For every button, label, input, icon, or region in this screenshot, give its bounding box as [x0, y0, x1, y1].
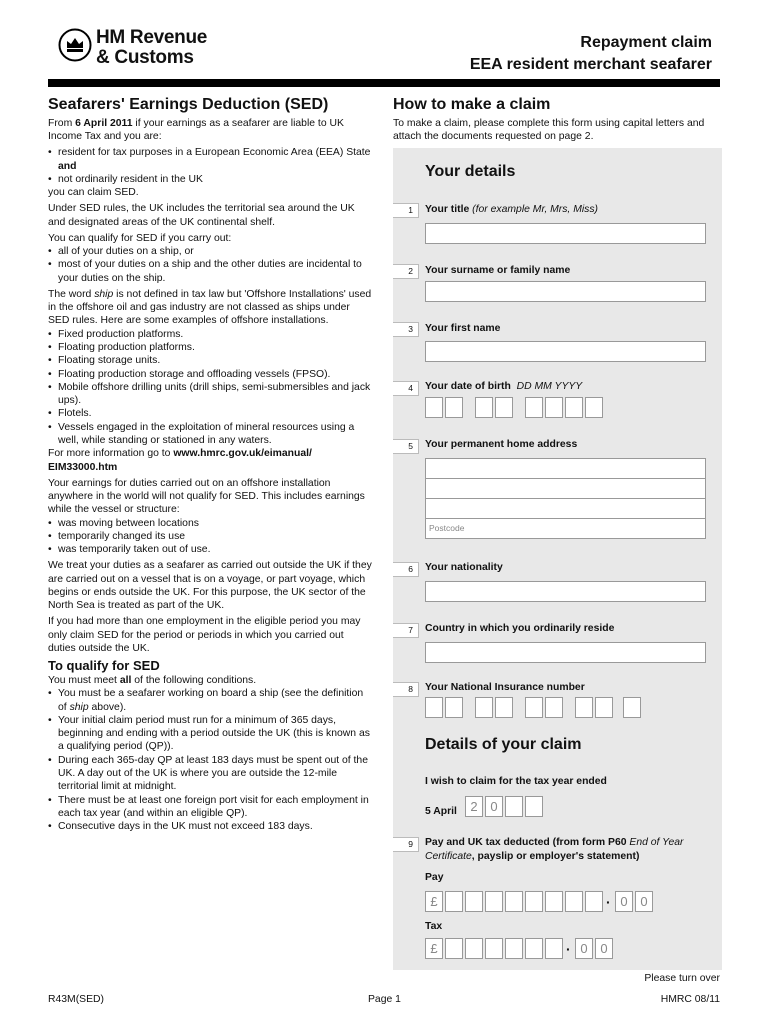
how-to-claim-text: To make a claim, please complete this form using capital letters and attach the documents requested on page 2.: [393, 118, 705, 142]
dob-month-box-2[interactable]: [495, 397, 513, 418]
question-number-9: 9: [393, 837, 419, 852]
list-item: • was temporarily taken out of use.: [48, 543, 374, 556]
list-item: • Floating storage units.: [48, 354, 374, 367]
postcode-placeholder: Postcode: [429, 523, 465, 533]
title-input[interactable]: [425, 223, 706, 244]
must-meet-text: You must meet all of the following conditions.: [48, 674, 257, 686]
form-code: R43M(SED): [48, 994, 105, 1005]
pay-currency-box: £: [425, 891, 443, 912]
year-box-1[interactable]: 2: [465, 796, 483, 817]
year-box-3[interactable]: [505, 796, 523, 817]
ni-number-label: Your National Insurance number: [425, 682, 585, 693]
list-item: • Floating production storage and offloading vessels (FPSO).: [48, 368, 374, 381]
dob-year-box-4[interactable]: [585, 397, 603, 418]
dob-year-box-3[interactable]: [565, 397, 583, 418]
date-of-birth-label: Your date of birth DD MM YYYY: [425, 381, 583, 392]
pay-digit-box-7[interactable]: [565, 891, 583, 912]
can-claim-text: you can claim SED.: [48, 187, 139, 199]
dob-year-box-2[interactable]: [545, 397, 563, 418]
installations-list: [48, 328, 374, 448]
tax-digit-box-6[interactable]: [545, 938, 563, 959]
pay-digit-box-2[interactable]: [465, 891, 483, 912]
list-item: • Fixed production platforms.: [48, 328, 374, 341]
pay-digit-box-8[interactable]: [585, 891, 603, 912]
postcode-input[interactable]: [425, 518, 706, 539]
offshore-earnings-paragraph: Your earnings for duties carried out on an offshore installation anywhere in the world will not qualify for SED. This includes earnings while the vessel or structure:: [48, 477, 365, 516]
list-item: • was moving between locations: [48, 517, 374, 530]
pay-pence-box-2[interactable]: 0: [635, 891, 653, 912]
question-number-5: 5: [393, 439, 419, 454]
ni-box-6[interactable]: [545, 697, 563, 718]
eim-manual-link[interactable]: www.hmrc.gov.uk/eimanual/ EIM33000.htm: [48, 448, 312, 473]
dob-year-box-1[interactable]: [525, 397, 543, 418]
list-item: • not ordinarily resident in the UK: [48, 173, 374, 186]
address-line-1-input[interactable]: [425, 458, 706, 479]
ni-box-2[interactable]: [445, 697, 463, 718]
qualify-heading: To qualify for SED: [48, 657, 160, 673]
dob-day-box-2[interactable]: [445, 397, 463, 418]
ni-box-1[interactable]: [425, 697, 443, 718]
list-item: • Vessels engaged in the exploitation of mineral resources using a well, while standing or stationed in any waters.: [48, 421, 374, 448]
tax-year-label: I wish to claim for the tax year ended: [425, 776, 607, 787]
claim-details-title: Details of your claim: [425, 736, 582, 753]
first-name-input[interactable]: [425, 341, 706, 362]
pay-digit-box-5[interactable]: [525, 891, 543, 912]
april-label: 5 April: [425, 806, 457, 817]
how-to-claim-section: [393, 94, 722, 143]
address-line-2-input[interactable]: [425, 478, 706, 499]
home-address-label: Your permanent home address: [425, 439, 578, 450]
pay-digit-box-1[interactable]: [445, 891, 463, 912]
dob-month-box-1[interactable]: [475, 397, 493, 418]
list-item: • temporarily changed its use: [48, 530, 374, 543]
title-label: Your title (for example Mr, Mrs, Miss): [425, 204, 599, 215]
tax-pence-box-1[interactable]: 0: [575, 938, 593, 959]
qualify-if-text: You can qualify for SED if you carry out:: [48, 232, 232, 244]
question-number-1: 1: [393, 203, 419, 218]
ni-box-3[interactable]: [475, 697, 493, 718]
question-number-3: 3: [393, 322, 419, 337]
pay-digit-box-4[interactable]: [505, 891, 523, 912]
ni-box-8[interactable]: [595, 697, 613, 718]
hmrc-logo-text: [96, 28, 207, 68]
page-number: Page 1: [368, 994, 401, 1005]
year-box-2[interactable]: 0: [485, 796, 503, 817]
year-box-4[interactable]: [525, 796, 543, 817]
list-item: • resident for tax purposes in a European Economic Area (EEA) State and: [48, 146, 374, 173]
sed-rules-paragraph: Under SED rules, the UK includes the territorial sea around the UK and designated areas of the UK continental shelf.: [48, 203, 355, 228]
question-number-2: 2: [393, 264, 419, 279]
dob-day-box-1[interactable]: [425, 397, 443, 418]
nationality-input[interactable]: [425, 581, 706, 602]
intro-paragraph: From 6 April 2011 if your earnings as a seafarer are liable to UK Income Tax and you are:: [48, 118, 344, 143]
list-item: • During each 365-day QP at least 183 days must be spent out of the UK. A day out of the UK is where you are outside the 12-mile territorial limit at midnight.: [48, 754, 374, 794]
form-version: HMRC 08/11: [660, 994, 720, 1005]
list-item: • Consecutive days in the UK must not exceed 183 days.: [48, 820, 374, 833]
pay-decimal-point: ·: [606, 894, 611, 910]
list-item: • most of your duties on a ship and the other duties are incidental to your duties on the ship.: [48, 258, 374, 285]
question-number-4: 4: [393, 381, 419, 396]
more-info-text: For more information go to www.hmrc.gov.uk/eimanual/ EIM33000.htm: [48, 448, 312, 473]
ni-box-4[interactable]: [495, 697, 513, 718]
tax-digit-box-5[interactable]: [525, 938, 543, 959]
sed-guidance-column: [48, 94, 374, 836]
question-number-7: 7: [393, 623, 419, 638]
pay-label: Pay: [425, 872, 444, 883]
list-item: • Floating production platforms.: [48, 341, 374, 354]
ni-box-5[interactable]: [525, 697, 543, 718]
surname-input[interactable]: [425, 281, 706, 302]
header-rule: [48, 79, 720, 87]
tax-digit-box-3[interactable]: [485, 938, 503, 959]
pay-and-tax-label: Pay and UK tax deducted (from form P60 End of Year Certificate, payslip or employer's statement): [425, 837, 684, 862]
multiple-employment-paragraph: If you had more than one employment in the eligible period you may only claim SED for the period or periods in which you carried out duties outside the UK.: [48, 616, 361, 654]
form-title-line-1: Repayment claim: [580, 34, 712, 51]
list-item: • You must be a seafarer working on board a ship (see the definition of ship above).: [48, 687, 374, 714]
ni-box-9[interactable]: [623, 697, 641, 718]
tax-digit-box-4[interactable]: [505, 938, 523, 959]
ship-definition-paragraph: The word ship is not defined in tax law but 'Offshore Installations' used in the offshore oil and gas industry are not classed as ships under SED rules. Here are some examples of offshore installations.: [48, 288, 372, 327]
vessel-states-list: [48, 517, 374, 557]
tax-label: Tax: [425, 921, 443, 932]
list-item: • Your initial claim period must run for a minimum of 365 days, beginning and ending with a period outside the UK (this is known as a qualifying period (QP)).: [48, 714, 374, 754]
logo-line-2: & Customs: [96, 47, 194, 68]
ni-box-7[interactable]: [575, 697, 593, 718]
sed-heading: Seafarers' Earnings Deduction (SED): [48, 96, 329, 113]
tax-currency-box: £: [425, 938, 443, 959]
list-item: • all of your duties on a ship, or: [48, 245, 374, 258]
pay-digit-box-3[interactable]: [485, 891, 503, 912]
tax-digit-box-1[interactable]: [445, 938, 463, 959]
turn-over-note: Please turn over: [644, 973, 720, 984]
list-item: • There must be at least one foreign port visit for each employment in each tax year (and within an eligible QP).: [48, 794, 374, 821]
tax-pence-box-2[interactable]: 0: [595, 938, 613, 959]
your-details-title: Your details: [425, 163, 516, 180]
tax-decimal-point: ·: [566, 941, 571, 957]
pay-pence-box-1[interactable]: 0: [615, 891, 633, 912]
page-header: [0, 0, 770, 80]
country-of-residence-input[interactable]: [425, 642, 706, 663]
residence-conditions-list: [48, 146, 374, 186]
list-item: • Mobile offshore drilling units (drill ships, semi-submersibles and jack ups).: [48, 381, 374, 408]
tax-digit-box-2[interactable]: [465, 938, 483, 959]
address-line-3-input[interactable]: [425, 498, 706, 519]
country-of-residence-label: Country in which you ordinarily reside: [425, 623, 615, 634]
question-number-6: 6: [393, 562, 419, 577]
surname-label: Your surname or family name: [425, 265, 571, 276]
first-name-label: Your first name: [425, 323, 501, 334]
logo-line-1: HM Revenue: [96, 27, 208, 48]
duties-list: [48, 245, 374, 285]
how-to-claim-heading: How to make a claim: [393, 96, 551, 113]
pay-digit-box-6[interactable]: [545, 891, 563, 912]
form-title-line-2: EEA resident merchant seafarer: [469, 56, 712, 73]
qualification-conditions-list: [48, 687, 374, 833]
outside-uk-paragraph: We treat your duties as a seafarer as carried out outside the UK if they are carried out on a vessel that is on a voyage, or part voyage, which begins or ends outside the UK. For this purpose, the UK sector of the North Sea is treated as part of the UK.: [48, 560, 372, 612]
nationality-label: Your nationality: [425, 562, 503, 573]
question-number-8: 8: [393, 682, 419, 697]
royal-crest-icon: [58, 28, 92, 62]
list-item: • Flotels.: [48, 407, 374, 420]
form-title: [470, 32, 712, 76]
